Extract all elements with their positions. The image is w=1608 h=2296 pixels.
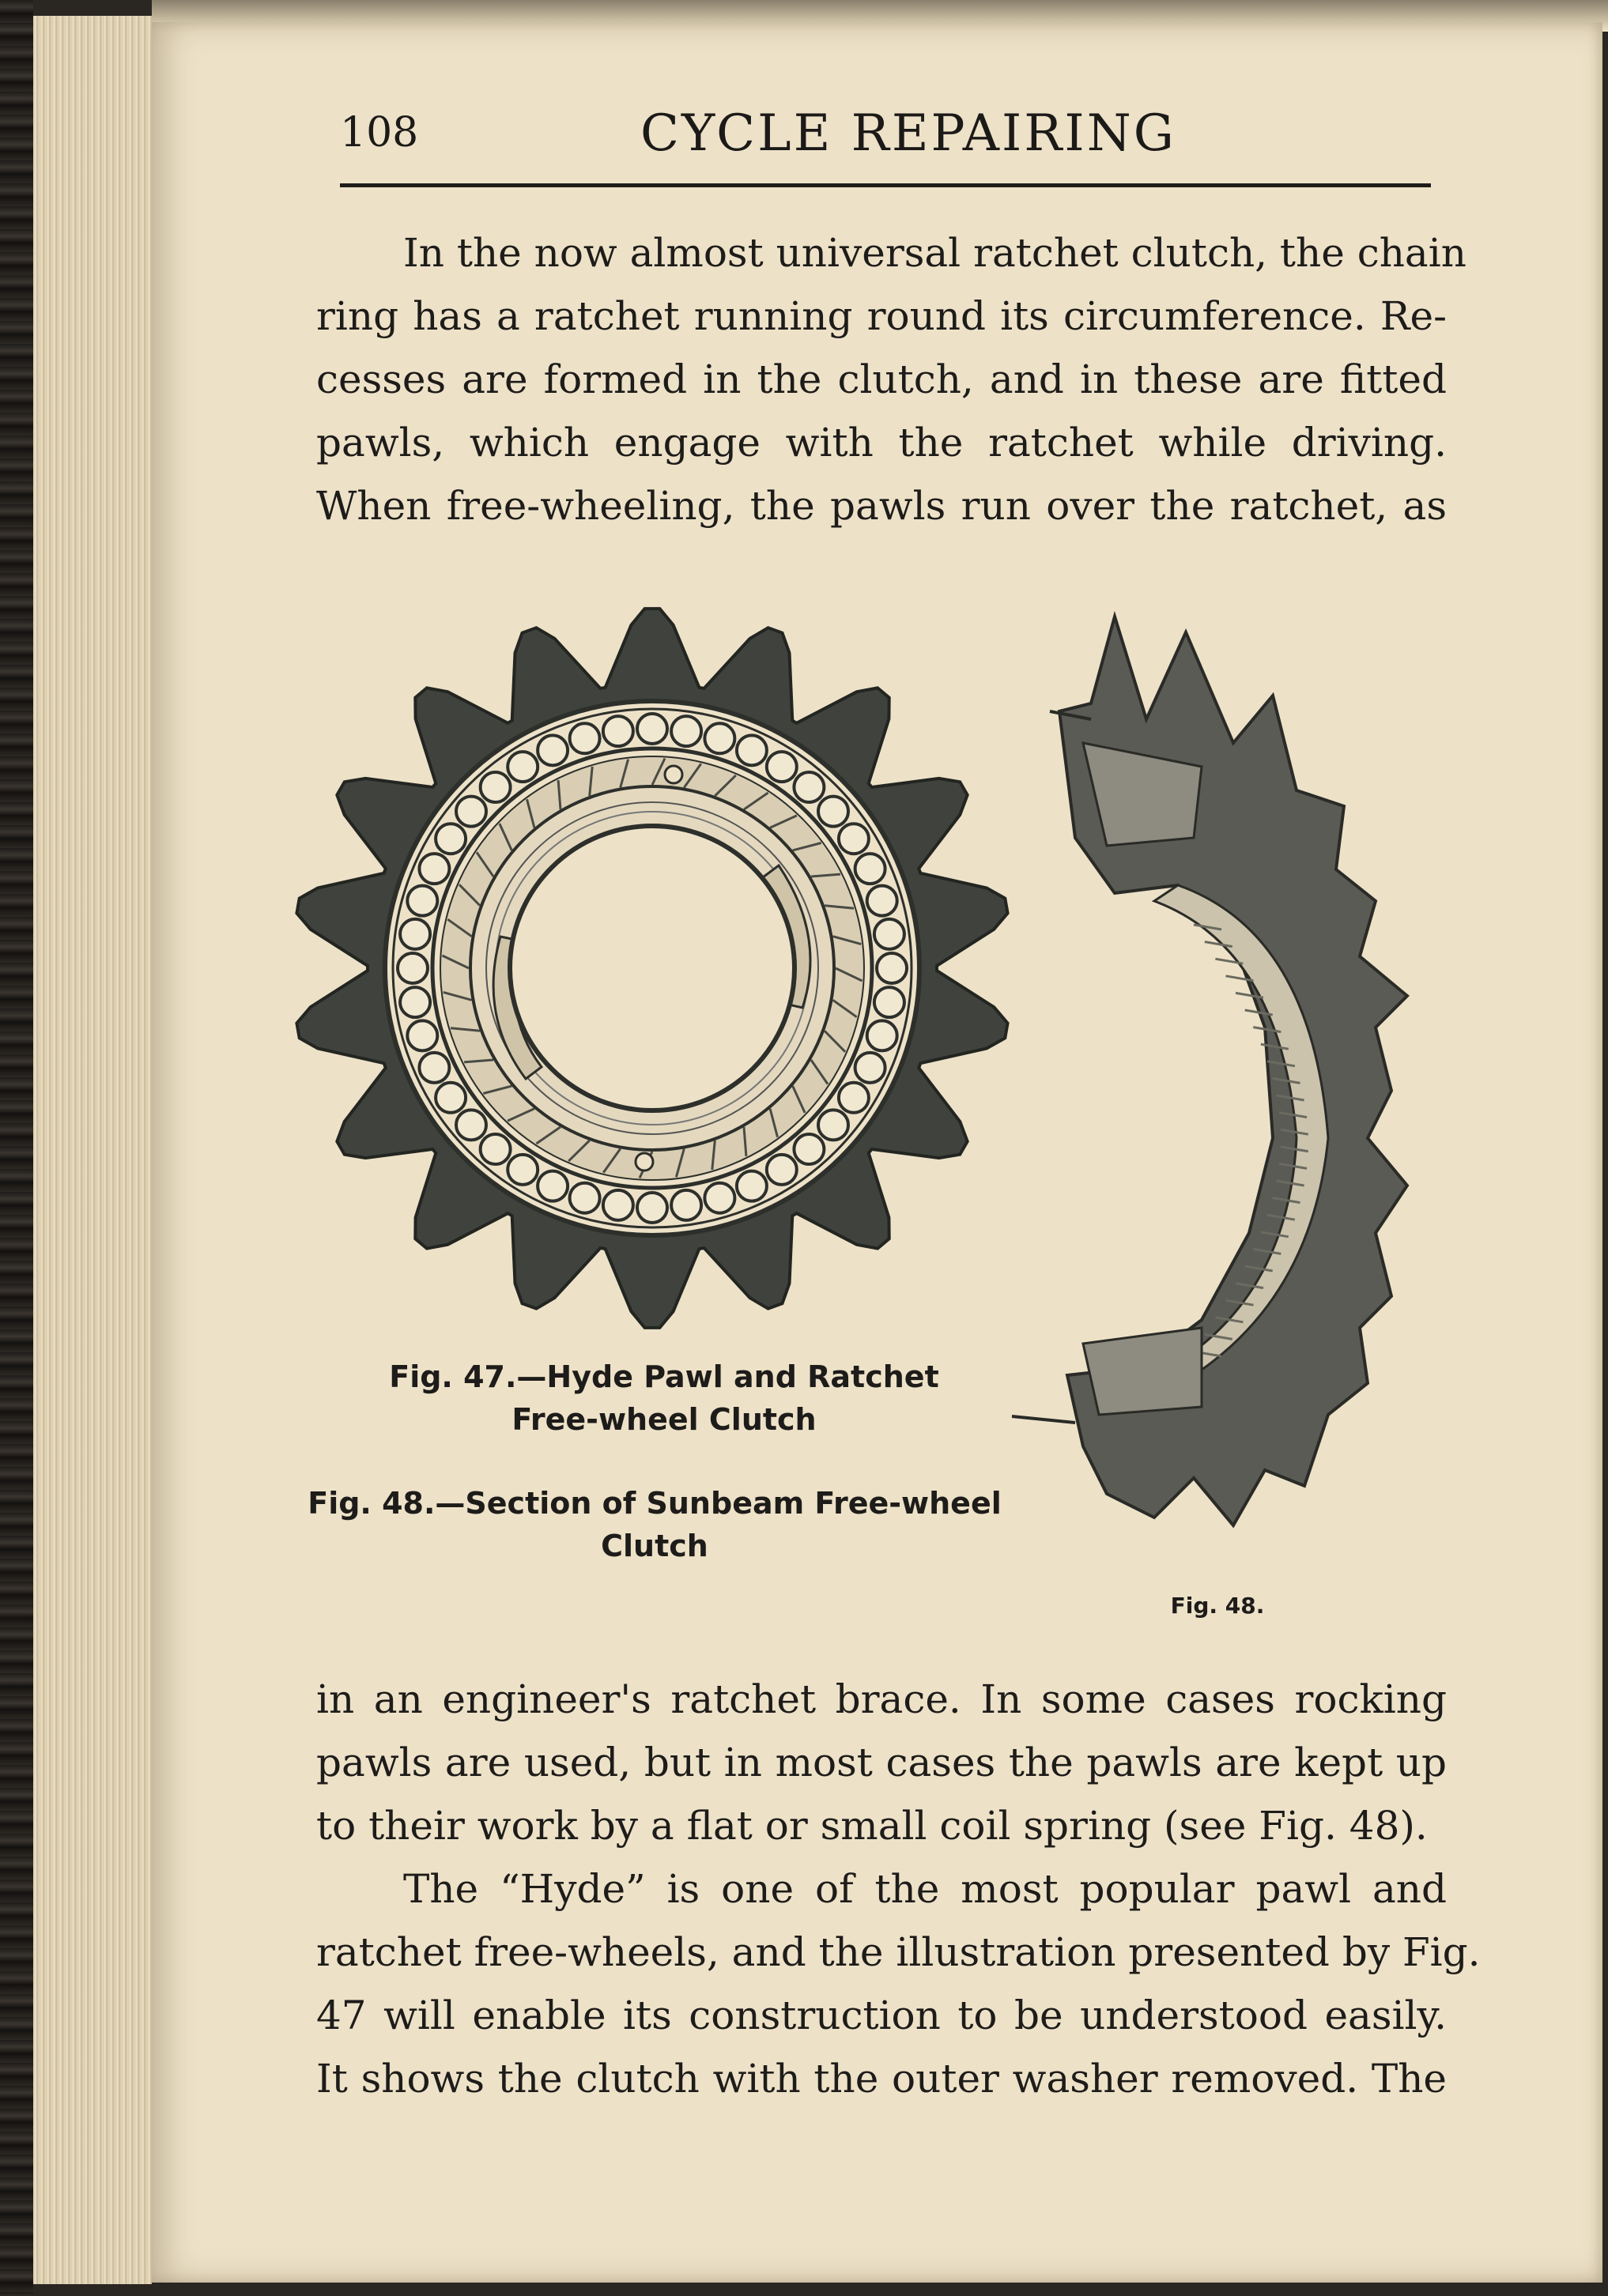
page-edges	[33, 16, 152, 2284]
text-line: It shows the clutch with the outer washer removed. The	[316, 2056, 1447, 2102]
caption-line: Free-wheel Clutch	[511, 1402, 817, 1437]
caption-line: Clutch	[601, 1529, 708, 1563]
book-binding	[0, 0, 33, 2296]
caption-line: Fig. 47.—Hyde Pawl and Ratchet	[389, 1359, 939, 1394]
paragraph-bottom	[316, 1857, 1481, 2110]
text-line: pawls are used, but in most cases the pawls are kept up	[316, 1740, 1447, 1785]
text-line: pawls, which engage with the ratchet while driving.	[316, 420, 1447, 466]
paragraph-mid	[316, 1668, 1447, 1857]
fig47-caption	[376, 1355, 953, 1441]
header-rule	[340, 183, 1431, 187]
text-line: cesses are formed in the clutch, and in these are fitted	[316, 356, 1447, 402]
text-line: 47 will enable its construction to be understood easily.	[316, 1993, 1447, 2038]
fig48-label: Fig. 48.	[1170, 1593, 1265, 1619]
screw-icon	[665, 766, 682, 783]
text-line: When free-wheeling, the pawls run over the ratchet, as	[316, 483, 1447, 529]
page-number: 108	[340, 109, 419, 156]
fig48-sunbeam-section-illustration	[996, 585, 1486, 1581]
text-line: in an engineer's ratchet brace. In some cases rocking	[316, 1676, 1447, 1722]
fig47-hyde-clutch-illustration	[289, 605, 1016, 1332]
fig48-caption	[307, 1482, 1002, 1567]
caption-line: Fig. 48.—Section of Sunbeam Free-wheel	[308, 1486, 1002, 1521]
screw-icon	[636, 1153, 653, 1171]
text-line: The “Hyde” is one of the most popular pawl and	[403, 1866, 1447, 1912]
text-line: ring has a ratchet running round its circumference. Re-	[316, 293, 1447, 339]
text-line: to their work by a flat or small coil spring (see Fig. 48).	[316, 1803, 1428, 1849]
text-line: ratchet free-wheels, and the illustration presented by Fig.	[316, 1929, 1481, 1975]
text-line: In the now almost universal ratchet clutch, the chain	[403, 230, 1466, 276]
running-title: CYCLE REPAIRING	[640, 104, 1176, 163]
page-header	[340, 104, 1431, 168]
clutch-bore	[510, 826, 795, 1110]
paragraph-top	[316, 221, 1466, 537]
